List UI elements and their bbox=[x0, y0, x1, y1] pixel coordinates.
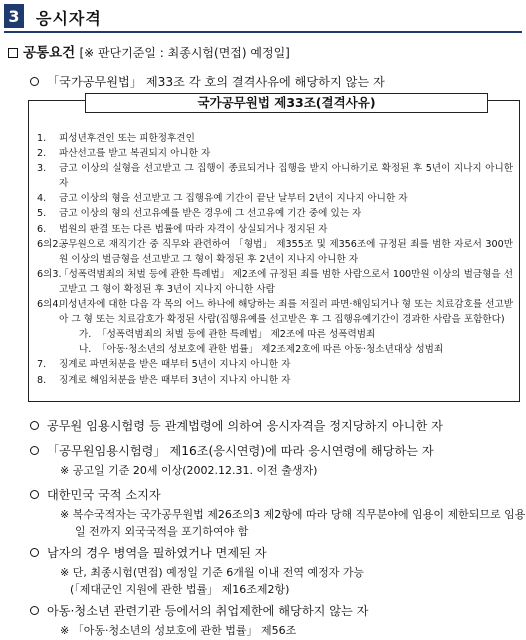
employment-restriction-note: ※ 「아동·청소년의 성보호에 관한 법률」 제56조 bbox=[60, 624, 297, 637]
circle-bullet-icon bbox=[30, 548, 39, 557]
law-item-text: 공무원으로 재직기간 중 직무와 관련하여 「형법」 제355조 및 제356조에 규정된 죄를 범한 자로서 300만원 이상의 벌금형을 선고받고 그 형이 확정된 후 2년이 지나지 아니한 자 bbox=[59, 238, 513, 265]
law-item-number: 1. bbox=[37, 133, 47, 144]
law-item-number: 4. bbox=[37, 193, 47, 205]
law-item bbox=[37, 267, 513, 297]
law-subitem bbox=[37, 342, 513, 357]
law-item-text: 금고 이상의 형을 선고받고 그 집행유예 기간이 끝난 날부터 2년이 지나지 아니한 자 bbox=[59, 193, 408, 205]
section-title: 응시자격 bbox=[36, 9, 102, 28]
requirement-item-6 bbox=[30, 603, 368, 619]
requirement-text: 「국가공무원법」 제33조 각 호의 결격사유에 해당하지 않는 자 bbox=[47, 75, 385, 89]
law-item-number: 3. bbox=[37, 163, 47, 175]
law-item-text: 피성년후견인 또는 피한정후견인 bbox=[59, 133, 195, 144]
law-item-number: 8. bbox=[37, 374, 47, 386]
law-item-number: 가. bbox=[79, 329, 92, 341]
square-bullet-icon bbox=[8, 48, 18, 58]
law-item bbox=[37, 161, 513, 191]
law-item bbox=[37, 131, 513, 146]
law-item-text: 미성년자에 대한 다음 각 목의 어느 하나에 해당하는 죄를 저질러 파면·해임되거나 형 또는 치료감호를 선고받아 그 형 또는 치료감호가 확정된 사람(집행유예를 선고받은 후 그 집행유예기간이 경과한 사람을 포함한다) bbox=[59, 299, 513, 326]
law-item-text: 「성폭력범죄의 처벌 등에 관한 특례법」 제2조에 규정된 죄를 범한 사람으로서 100만원 이상의 벌금형을 선고받고 그 형이 확정된 후 3년이 지나지 아니한 사람 bbox=[59, 268, 513, 295]
law-item bbox=[37, 222, 513, 237]
requirement-text: 대한민국 국적 소지자 bbox=[47, 488, 161, 502]
law-item-text: 금고 이상의 형의 선고유예를 받은 경우에 그 선고유예 기간 중에 있는 자 bbox=[59, 208, 362, 220]
requirement-text: 공무원 임용시험령 등 관계법령에 의하여 응시자격을 정지당하지 아니한 자 bbox=[47, 419, 443, 433]
law-item-number: 7. bbox=[37, 359, 47, 371]
law-item-text: 「아동·청소년의 성보호에 관한 법률」 제2조제2호에 따른 아동·청소년대상 성범죄 bbox=[97, 344, 444, 356]
law-subitem bbox=[37, 327, 513, 342]
military-note-line-2: (「제대군인 지원에 관한 법률」 제16조제2항) bbox=[70, 583, 290, 596]
law-item-number: 6의2. bbox=[37, 238, 62, 250]
law-item bbox=[37, 146, 513, 161]
law-item-text: 금고 이상의 실형을 선고받고 그 집행이 종료되거나 집행을 받지 아니하기로 확정된 후 5년이 지나지 아니한 자 bbox=[59, 163, 513, 190]
requirement-text: 남자의 경우 병역을 필하였거나 면제된 자 bbox=[47, 546, 267, 560]
law-item-text: 파산선고를 받고 복권되지 아니한 자 bbox=[59, 148, 211, 160]
law-item bbox=[37, 191, 513, 206]
circle-bullet-icon bbox=[30, 490, 39, 499]
law-item bbox=[37, 297, 513, 327]
requirement-text: 아동·청소년 관련기관 등에서의 취업제한에 해당하지 않는 자 bbox=[47, 604, 369, 618]
law-item-number: 나. bbox=[79, 344, 92, 356]
law-item-list bbox=[37, 131, 513, 388]
section-number-badge: 3 bbox=[4, 4, 24, 28]
requirement-item-2 bbox=[30, 418, 443, 434]
requirement-item-1 bbox=[30, 74, 385, 90]
law-item bbox=[37, 357, 513, 372]
requirement-text: 「공무원임용시험령」 제16조(응시연령)에 따라 응시연령에 해당하는 자 bbox=[47, 444, 434, 458]
circle-bullet-icon bbox=[30, 421, 39, 430]
section-header bbox=[0, 0, 526, 36]
law-item-number: 2. bbox=[37, 148, 47, 160]
law-item-text: 「성폭력범죄의 처벌 등에 관한 특례법」 제2조에 따른 성폭력범죄 bbox=[97, 329, 376, 341]
law-item-number: 5. bbox=[37, 208, 47, 220]
military-note-line-1: ※ 단, 최종시험(면접) 예정일 기준 6개월 이내 전역 예정자 가능 bbox=[60, 566, 365, 579]
age-note: ※ 공고일 기준 20세 이상(2002.12.31. 이전 출생자) bbox=[60, 464, 318, 477]
law-item-number: 6. bbox=[37, 223, 47, 235]
common-heading-label: 공통요건 bbox=[23, 45, 76, 61]
law-item bbox=[37, 206, 513, 221]
circle-bullet-icon bbox=[30, 446, 39, 455]
law-item-text: 법원의 판결 또는 다른 법률에 따라 자격이 상실되거나 정지된 자 bbox=[59, 223, 328, 235]
law-item-text: 징계로 해임처분을 받은 때부터 3년이 지나지 아니한 자 bbox=[59, 374, 291, 386]
law-item bbox=[37, 373, 513, 388]
common-requirements-heading bbox=[8, 41, 290, 61]
law-box-title: 국가공무원법 제33조(결격사유) bbox=[85, 93, 488, 113]
law-item bbox=[37, 237, 513, 267]
law-item-number: 6의4. bbox=[37, 299, 62, 311]
requirement-item-3 bbox=[30, 443, 434, 459]
header-divider bbox=[4, 31, 522, 33]
requirement-item-5 bbox=[30, 545, 267, 561]
law-item-number: 6의3. bbox=[37, 268, 62, 280]
law-article-box bbox=[28, 95, 520, 402]
circle-bullet-icon bbox=[30, 77, 39, 86]
circle-bullet-icon bbox=[30, 606, 39, 615]
judgment-basis-note: [※ 판단기준일 : 최종시험(면접) 예정일] bbox=[79, 46, 290, 60]
law-item-text: 징계로 파면처분을 받은 때부터 5년이 지나지 아니한 자 bbox=[59, 359, 291, 371]
nationality-note: ※ 복수국적자는 국가공무원법 제26조의3 제2항에 따라 당해 직무분야에 임용이 제한되므로 임용일 전까지 외국국적을 포기하여야 함 bbox=[60, 508, 526, 538]
requirement-item-4 bbox=[30, 487, 161, 503]
